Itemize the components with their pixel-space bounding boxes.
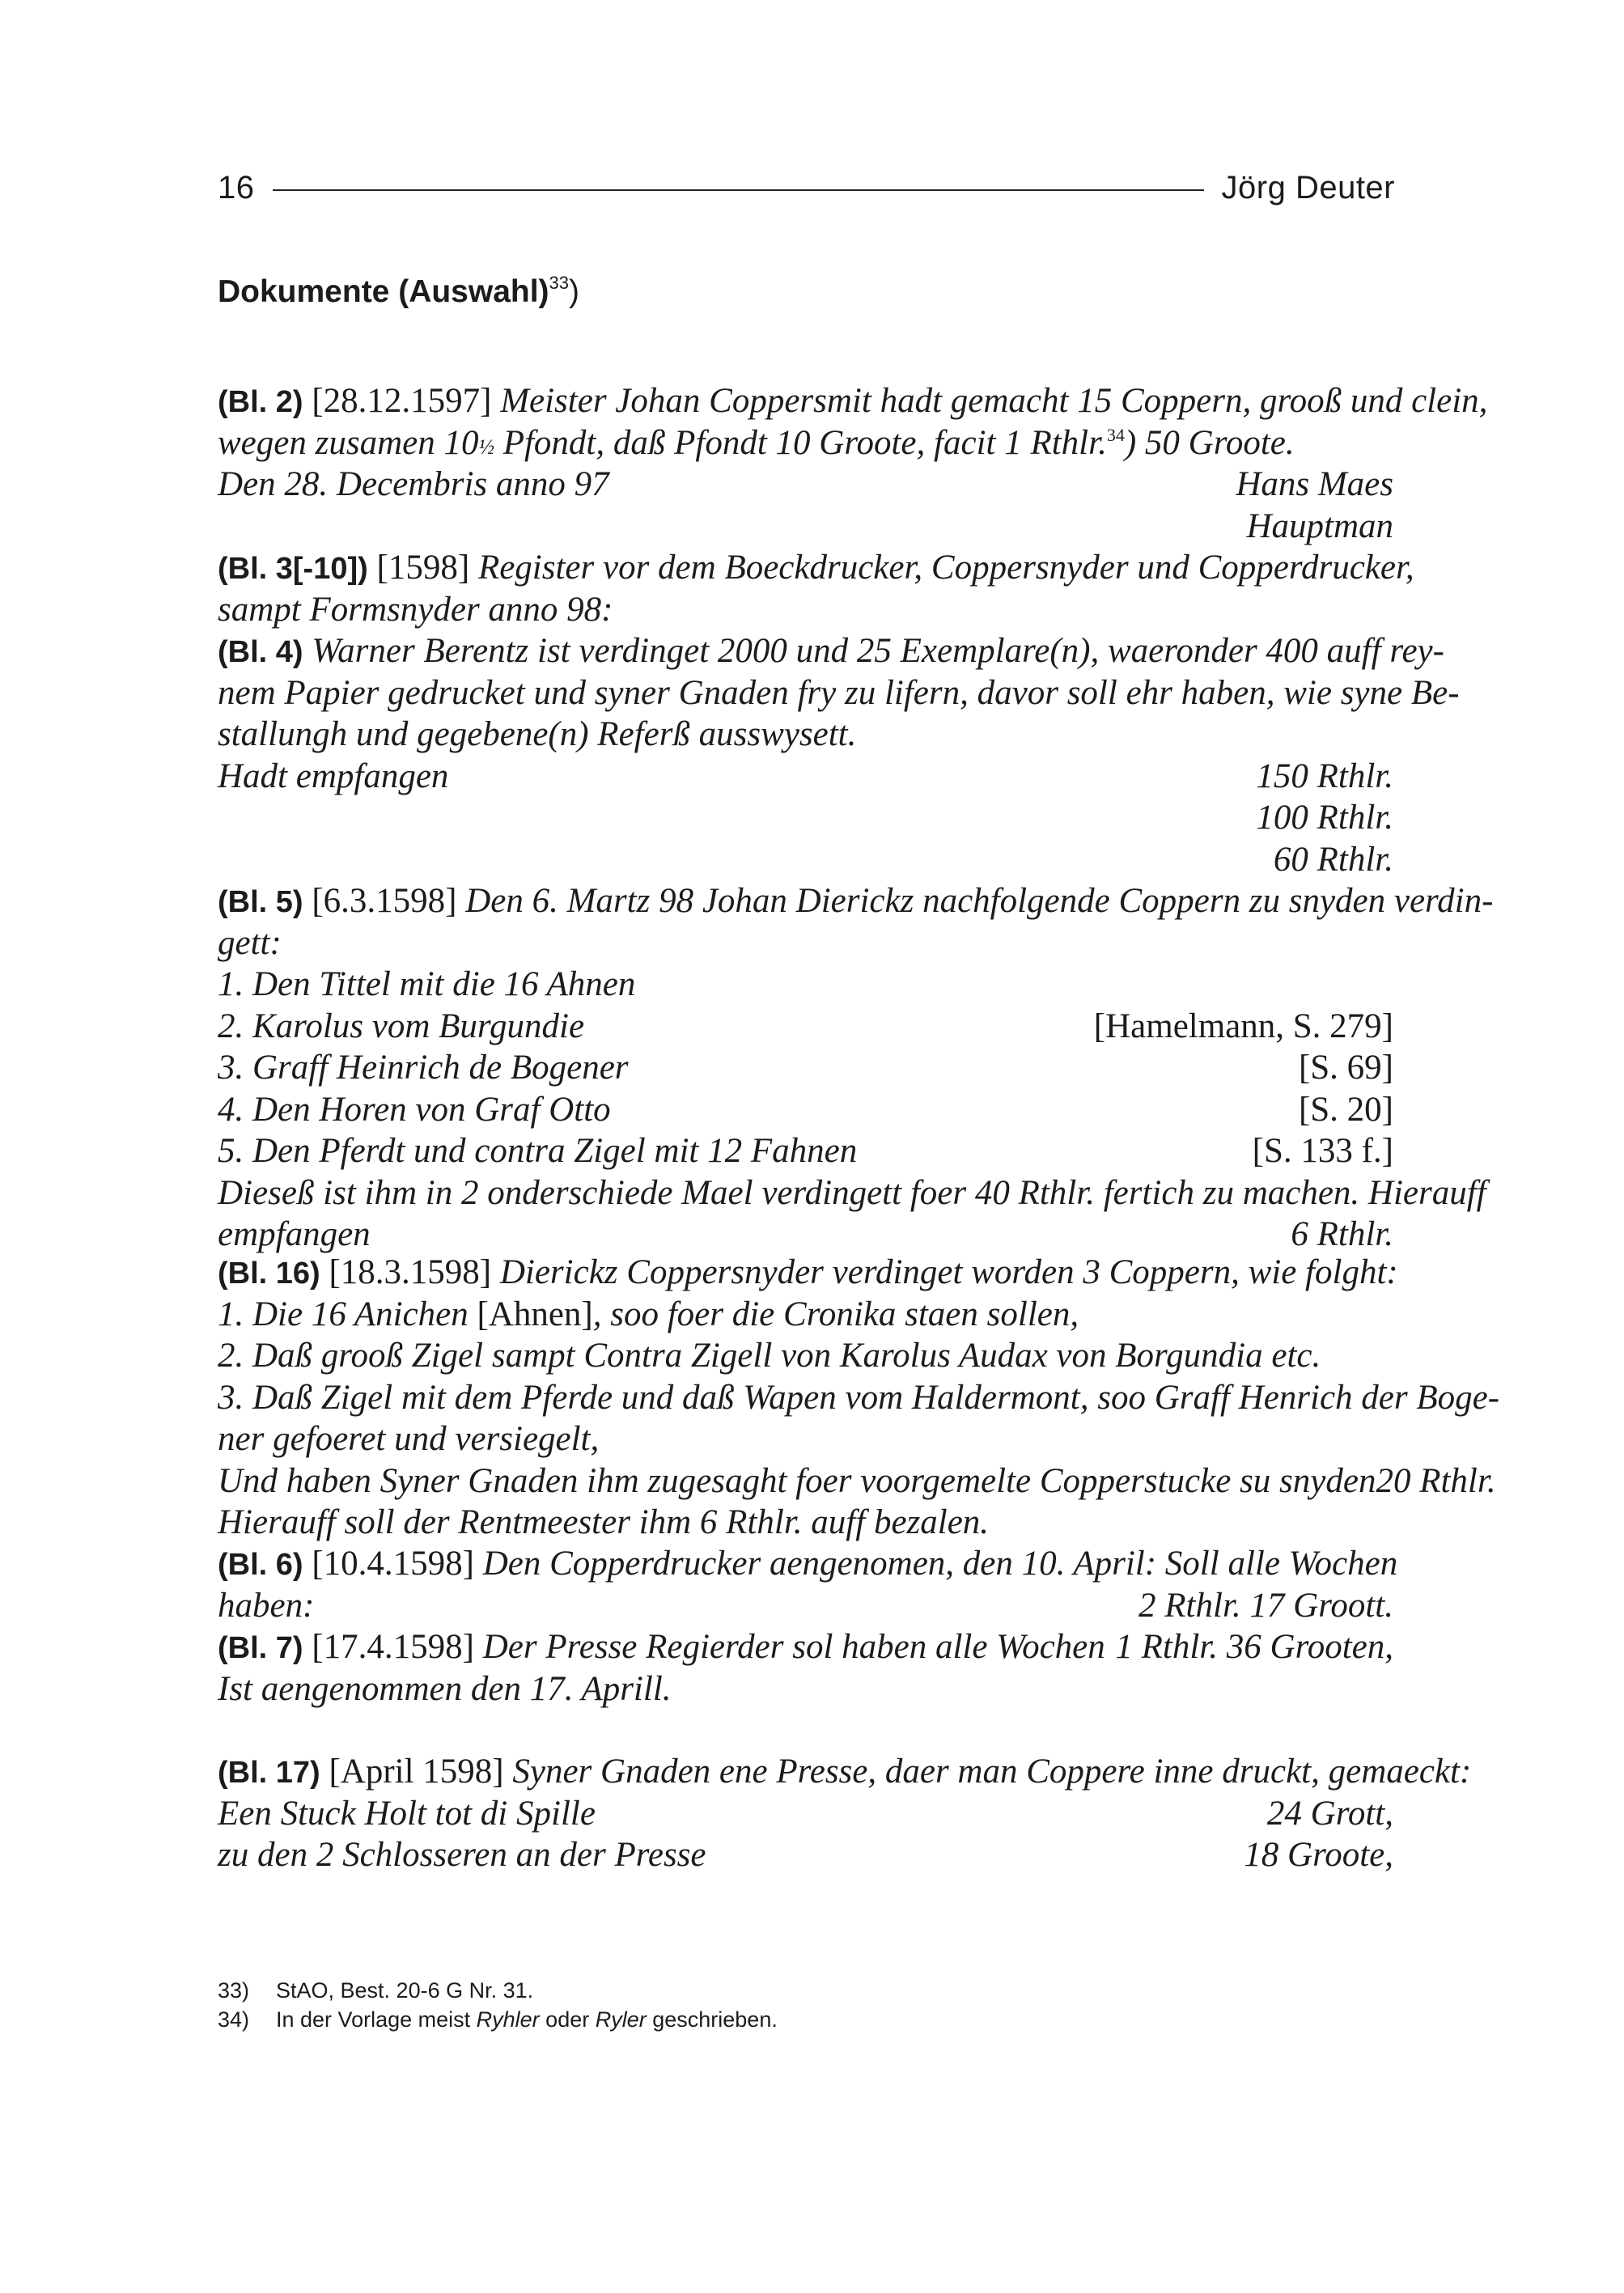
section-heading: Dokumente (Auswahl)$^{33}$) bbox=[218, 273, 580, 309]
amount: 100 Rthlr. bbox=[1256, 799, 1393, 837]
text-line: Ist aengenommen den 17. Aprill. bbox=[218, 1669, 672, 1708]
running-header bbox=[218, 166, 1395, 210]
text-line: (Bl. 4) Warner Berentz ist verdinget 2000 und 25 Exemplare(n), waeronder 400 auff rey- bbox=[218, 632, 1444, 670]
amount: 1 Rthlr. 36 Grooten, bbox=[1115, 1628, 1393, 1666]
footnote-34: 34) In der Vorlage meist Ryhler oder Ryler geschrieben. bbox=[218, 2007, 778, 2032]
text-line: nem Papier gedrucket und syner Gnaden fry zu lifern, davor soll ehr haben, wie syne Be- bbox=[218, 673, 1460, 712]
signature-title: Hauptman bbox=[1246, 506, 1393, 545]
entry-bl-6 bbox=[218, 1543, 1398, 1626]
footnote-ref-34: 34 bbox=[1106, 424, 1125, 445]
page-number: 16 bbox=[218, 169, 255, 206]
amount: 20 Rthlr. bbox=[1376, 1461, 1496, 1500]
text-line: 2. Daß grooß Zigel sampt Contra Zigell von Karolus Audax von Borgundia etc. bbox=[218, 1337, 1321, 1375]
text-line: (Bl. 6) [10.4.1598] Den Copperdrucker aengenomen, den 10. April: Soll alle Wochen bbox=[218, 1545, 1398, 1583]
text-line: Und haben Syner Gnaden ihm zugesaght foer voorgemelte Copperstucke su snyden 20 Rthlr. bbox=[218, 1460, 1393, 1503]
text-line: (Bl. 16) [18.3.1598] Dierickz Coppersnyder verdinget worden 3 Coppern, wie folght: bbox=[218, 1253, 1398, 1291]
signature-name: Hans Maes bbox=[1236, 465, 1393, 503]
amount: 2 Rthlr. 17 Groott. bbox=[1138, 1586, 1393, 1625]
list-item: 1. Den Tittel mit die 16 Ahnen bbox=[218, 965, 636, 1003]
text-line: stallungh und gegebene(n) Referß ausswysett. bbox=[218, 715, 857, 753]
text-line: ner gefoeret und versiegelt, bbox=[218, 1420, 600, 1458]
text-line: (Bl. 17) [April 1598] Syner Gnaden ene Presse, daer man Coppere inne druckt, gemaeckt: bbox=[218, 1753, 1472, 1791]
amount: 18 Groote, bbox=[1244, 1836, 1393, 1874]
footnotes bbox=[218, 1976, 778, 2034]
amount: 60 Rthlr. bbox=[1273, 840, 1393, 879]
text-line: 3. Daß Zigel mit dem Pferde und daß Wapen vom Haldermont, soo Graff Henrich der Boge- bbox=[218, 1378, 1500, 1417]
list-item: 4. Den Horen von Graf Otto [S. 20] bbox=[218, 1090, 1393, 1129]
text-line: empfangen 6 Rthlr. bbox=[218, 1214, 1393, 1256]
entry-bl-17 bbox=[218, 1751, 1472, 1876]
text-line: Een Stuck Holt tot di Spille 24 Grott, bbox=[218, 1793, 1393, 1835]
text-line: sampt Formsnyder anno 98: bbox=[218, 590, 613, 629]
text-line: wegen zusamen 10½ Pfondt, daß Pfondt 10 Groote, facit 1 Rthlr.$^{34}$) 50 Groote. bbox=[218, 423, 1295, 462]
text-line: gett: bbox=[218, 923, 282, 962]
text-line: (Bl. 7) [17.4.1598] Der Presse Regierder sol haben alle Wochen 1 Rthlr. 36 Grooten, bbox=[218, 1626, 1393, 1668]
text-line: (Bl. 2) [28.12.1597] Meister Johan Coppersmit hadt gemacht 15 Coppern, grooß und clein, bbox=[218, 382, 1488, 420]
entry-bl-5 bbox=[218, 880, 1494, 1256]
list-item: 5. Den Pferdt und contra Zigel mit 12 Fahnen [S. 133 f.] bbox=[218, 1132, 1393, 1170]
text-line: (Bl. 5) [6.3.1598] Den 6. Martz 98 Johan Dierickz nachfolgende Coppern zu snyden verdin- bbox=[218, 882, 1494, 920]
amount: 24 Grott, bbox=[1266, 1794, 1393, 1833]
entry-bl-7 bbox=[218, 1626, 1393, 1710]
text-line: Hierauff soll der Rentmeester ihm 6 Rthlr. auff bezalen. bbox=[218, 1503, 990, 1541]
footnote-33: 33) StAO, Best. 20-6 G Nr. 31. bbox=[218, 1978, 534, 2003]
text-line: (Bl. 3[-10]) [1598] Register vor dem Boeckdrucker, Coppersnyder und Copperdrucker, bbox=[218, 549, 1414, 587]
entry-bl-2 bbox=[218, 380, 1488, 547]
text-line: 1. Die 16 Anichen [Ahnen], soo foer die Cronika staen sollen, bbox=[218, 1295, 1079, 1333]
running-author: Jörg Deuter bbox=[1221, 169, 1395, 206]
entry-bl-4 bbox=[218, 630, 1460, 880]
footnote-ref-33: 33 bbox=[549, 273, 570, 293]
text-line: haben: 2 Rthlr. 17 Groott. bbox=[218, 1585, 1393, 1627]
amount: 6 Rthlr. bbox=[1291, 1215, 1393, 1253]
entry-bl-16 bbox=[218, 1252, 1500, 1544]
text-line: zu den 2 Schlosseren an der Presse 18 Groote, bbox=[218, 1834, 1393, 1876]
text-line: Dieseß ist ihm in 2 onderschiede Mael verdingett foer 40 Rthlr. fertich zu machen. Hierauff bbox=[218, 1173, 1486, 1212]
text-line: Den 28. Decembris anno 97 Hans Maes bbox=[218, 464, 1393, 506]
entry-bl-3-10 bbox=[218, 547, 1414, 630]
amount: 150 Rthlr. bbox=[1256, 757, 1393, 795]
list-item: 2. Karolus vom Burgundie [Hamelmann, S. 279] bbox=[218, 1007, 1393, 1045]
list-item: 3. Graff Heinrich de Bogener [S. 69] bbox=[218, 1049, 1393, 1087]
header-rule bbox=[273, 189, 1204, 191]
text-line: Hadt empfangen 150 Rthlr. bbox=[218, 756, 1393, 798]
